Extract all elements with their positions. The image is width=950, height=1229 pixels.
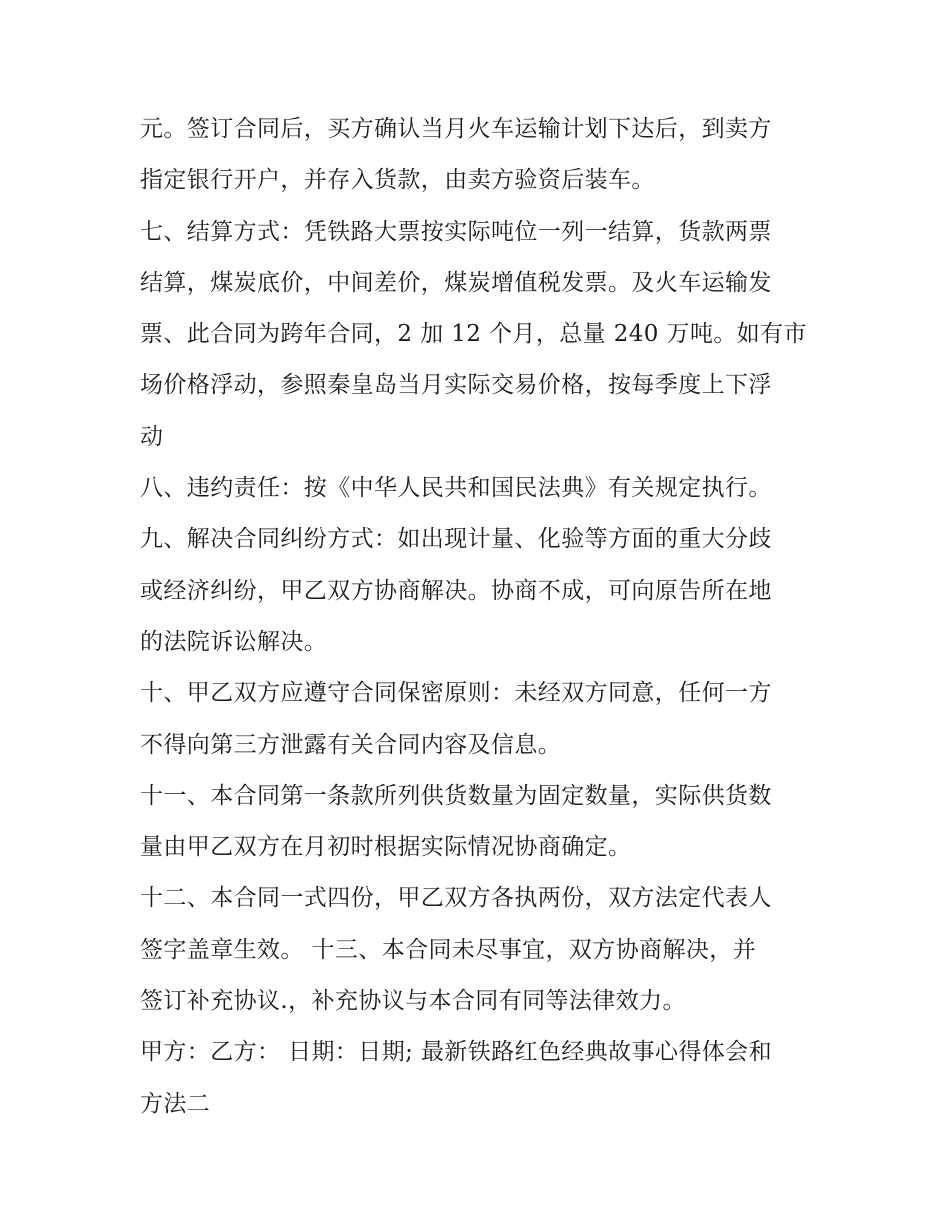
contract-body-text xyxy=(140,104,830,1130)
text-line: 结算，煤炭底价，中间差价，煤炭增值税发票。及火车运输发 xyxy=(140,269,772,296)
text-line: 指定银行开户，并存入货款，由卖方验资后装车。 xyxy=(140,167,655,194)
text-line: 签订补充协议.，补充协议与本合同有同等法律效力。 xyxy=(140,988,686,1015)
text-line: 方法二 xyxy=(140,1090,211,1117)
text-line: 十二、本合同一式四份，甲乙双方各执两份，双方法定代表人 xyxy=(140,885,772,912)
text-line: 元。签订合同后，买方确认当月火车运输计划下达后，到卖方 xyxy=(140,116,772,142)
text-line: 场价格浮动，参照秦皇岛当月实际交易价格，按每季度上下浮 xyxy=(140,372,772,399)
text-line: 甲方：乙方： 日期：日期; 最新铁路红色经典故事心得体会和 xyxy=(140,1039,772,1066)
text-line: 动 xyxy=(140,423,164,450)
text-line: 八、违约责任：按《中华人民共和国民法典》有关规定执行。 xyxy=(140,475,772,502)
text-line: 十、甲乙双方应遵守合同保密原则：未经双方同意，任何一方 xyxy=(140,680,772,707)
text-line: 的法院诉讼解决。 xyxy=(140,628,328,655)
text-line: 不得向第三方泄露有关合同内容及信息。 xyxy=(140,731,562,758)
text-line: 九、解决合同纠纷方式：如出现计量、化验等方面的重大分歧 xyxy=(140,526,772,553)
text-line: 七、结算方式：凭铁路大票按实际吨位一列一结算，货款两票 xyxy=(140,218,772,245)
text-line: 十一、本合同第一条款所列供货数量为固定数量，实际供货数 xyxy=(140,782,772,809)
text-line: 或经济纠纷，甲乙双方协商解决。协商不成，可向原告所在地 xyxy=(140,577,772,604)
text-line: 票、此合同为跨年合同，2 加 12 个月，总量 240 万吨。如有市 xyxy=(140,321,807,348)
text-line: 量由甲乙双方在月初时根据实际情况协商确定。 xyxy=(140,834,632,861)
text-line: 签字盖章生效。 十三、本合同未尽事宜，双方协商解决，并 xyxy=(140,936,757,963)
